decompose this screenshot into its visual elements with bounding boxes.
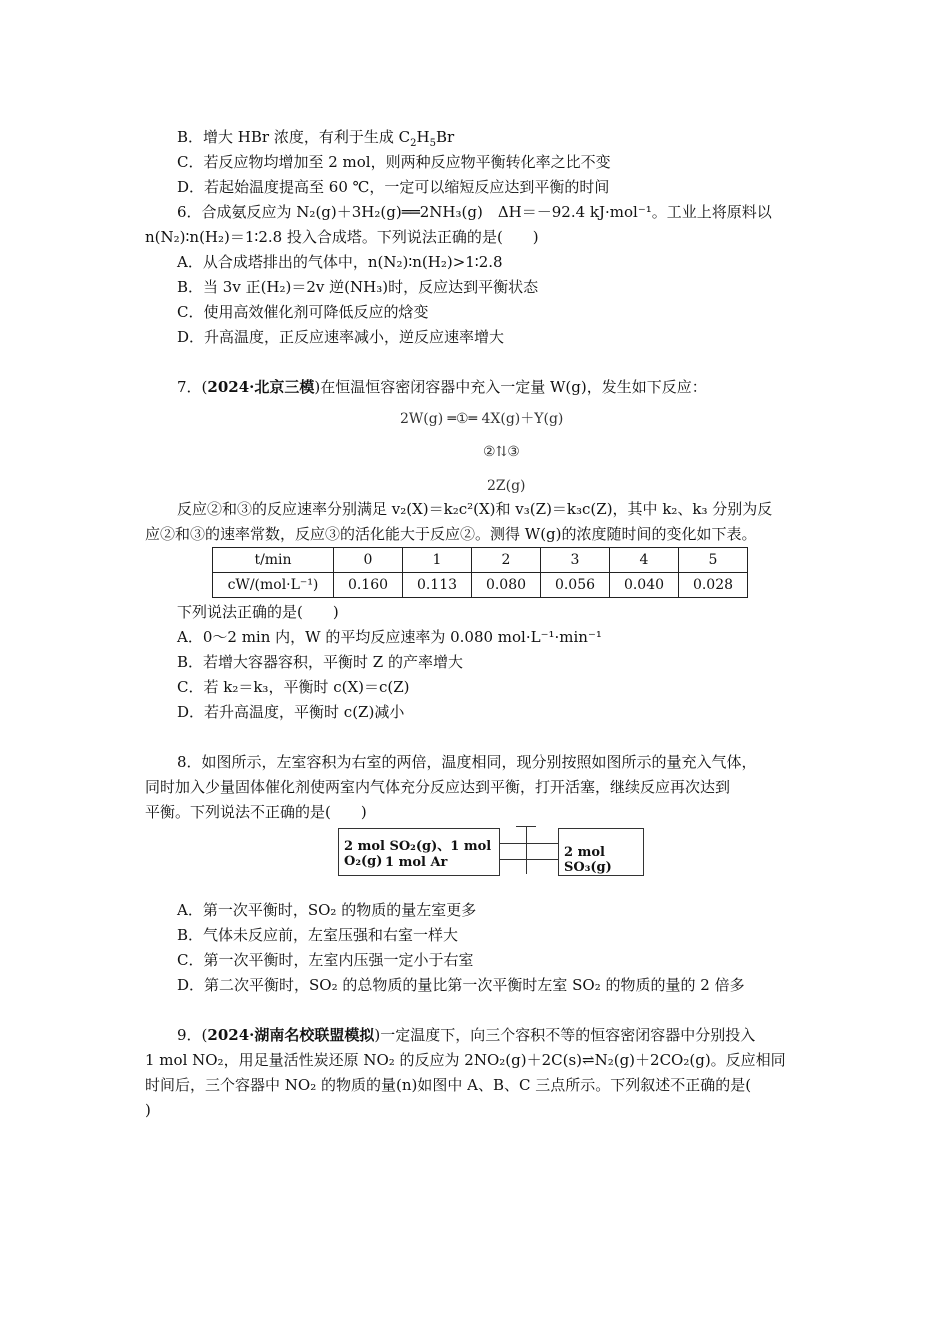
- right-chamber: [558, 828, 644, 876]
- q7-ask: 下列说法正确的是( ): [177, 603, 339, 621]
- table-cell: 0.113: [403, 573, 472, 598]
- q8-apparatus-diagram: [338, 826, 644, 878]
- left-chamber-label-2: 1 mol Ar: [385, 855, 448, 870]
- q7-option-a: A．0～2 min 内，W 的平均反应速率为 0.080 mol·L⁻¹·min⁻¹: [177, 628, 602, 646]
- q9-stem-line2: 1 mol NO₂，用足量活性炭还原 NO₂ 的反应为 2NO₂(g)＋2C(s)⇌N₂(g)＋2CO₂(g)。反应相同: [145, 1051, 786, 1069]
- q7-equation-arrows: ②⇅③: [483, 444, 520, 460]
- q9-source: 2024·湖南名校联盟模拟: [207, 1026, 375, 1044]
- valve-stopcock: [526, 826, 527, 874]
- q5-option-d: D．若起始温度提高至 60 ℃，一定可以缩短反应达到平衡的时间: [177, 178, 610, 196]
- q6-option-b: B．当 3v 正(H₂)＝2v 逆(NH₃)时，反应达到平衡状态: [177, 278, 539, 296]
- q7-concentration-table: [212, 547, 748, 598]
- right-chamber-label: 2 mol SO₃(g): [564, 845, 612, 875]
- q6-stem-line2: n(N₂)∶n(H₂)＝1∶2.8 投入合成塔。下列说法正确的是( ): [145, 228, 539, 246]
- q7-option-c: C．若 k₂＝k₃，平衡时 c(X)＝c(Z): [177, 678, 410, 696]
- connecting-tube-bottom: [500, 859, 558, 860]
- table-row: [213, 548, 748, 573]
- q8-stem-line3: 平衡。下列说法不正确的是( ): [145, 803, 367, 821]
- q6-option-d: D．升高温度，正反应速率减小，逆反应速率增大: [177, 328, 505, 346]
- table-header-concentration: cW/(mol·L⁻¹): [213, 573, 334, 598]
- q9-stem-line3: 时间后，三个容器中 NO₂ 的物质的量(n)如图中 A、B、C 三点所示。下列叙述不正确的是(: [145, 1076, 752, 1094]
- q8-option-d: D．第二次平衡时，SO₂ 的总物质的量比第一次平衡时左室 SO₂ 的物质的量的 2 倍多: [177, 976, 745, 994]
- valve-handle: [516, 826, 536, 827]
- q5-option-b: B．增大 HBr 浓度，有利于生成 $C_2H_5Br$: [177, 128, 455, 149]
- q7-source: 2024·北京三模: [207, 378, 315, 396]
- q8-stem-line1: 8．如图所示，左室容积为右室的两倍，温度相同，现分别按照如图所示的量充入气体，: [177, 753, 757, 771]
- q6-option-c: C．使用高效催化剂可降低反应的焓变: [177, 303, 429, 321]
- q7-stem: 7．(2024·北京三模)在恒温恒容密闭容器中充入一定量 W(g)，发生如下反应：: [177, 378, 707, 396]
- q6-stem-line1: 6．合成氨反应为 N₂(g)＋3H₂(g)══2NH₃(g) ΔH＝－92.4 kJ·mol⁻¹。工业上将原料以: [177, 203, 772, 221]
- q9-stem-line1: 9．(2024·湖南名校联盟模拟)一定温度下，向三个容积不等的恒容密闭容器中分别投入: [177, 1026, 756, 1044]
- q8-stem-line2: 同时加入少量固体催化剂使两室内气体充分反应达到平衡，打开活塞，继续反应再次达到: [145, 778, 731, 796]
- table-cell: 0.040: [610, 573, 679, 598]
- table-header-time: t/min: [213, 548, 334, 573]
- q9-stem-line4: ): [145, 1101, 151, 1119]
- left-chamber-label-1: 2 mol SO₂(g)、1 mol O₂(g): [344, 839, 492, 869]
- q7-equation-top: 2W(g) ═①═ 4X(g)＋Y(g): [400, 411, 564, 427]
- q7-paragraph-line1: 反应②和③的反应速率分别满足 v₂(X)＝k₂c²(X)和 v₃(Z)＝k₃c(Z)，其中 k₂、k₃ 分别为反: [177, 500, 773, 518]
- connecting-tube-top: [500, 843, 558, 844]
- q7-paragraph-line2: 应②和③的速率常数，反应③的活化能大于反应②。测得 W(g)的浓度随时间的变化如下表。: [145, 525, 757, 543]
- table-cell: 0.028: [679, 573, 748, 598]
- q8-option-b: B．气体未反应前，左室压强和右室一样大: [177, 926, 459, 944]
- left-chamber: [338, 828, 500, 876]
- table-cell: 1: [403, 548, 472, 573]
- q7-option-d: D．若升高温度，平衡时 c(Z)减小: [177, 703, 405, 721]
- table-cell: 2: [472, 548, 541, 573]
- table-cell: 3: [541, 548, 610, 573]
- q5-option-c: C．若反应物均增加至 2 mol，则两种反应物平衡转化率之比不变: [177, 153, 611, 171]
- table-cell: 0.160: [334, 573, 403, 598]
- table-row: [213, 573, 748, 598]
- table-cell: 0.056: [541, 573, 610, 598]
- table-cell: 0: [334, 548, 403, 573]
- q7-option-b: B．若增大容器容积，平衡时 Z 的产率增大: [177, 653, 463, 671]
- q8-option-a: A．第一次平衡时，SO₂ 的物质的量左室更多: [177, 901, 477, 919]
- q8-option-c: C．第一次平衡时，左室内压强一定小于右室: [177, 951, 474, 969]
- table-cell: 0.080: [472, 573, 541, 598]
- table-cell: 5: [679, 548, 748, 573]
- q6-option-a: A．从合成塔排出的气体中，n(N₂)∶n(H₂)>1∶2.8: [177, 253, 503, 271]
- q7-equation-bottom: 2Z(g): [487, 478, 526, 494]
- table-cell: 4: [610, 548, 679, 573]
